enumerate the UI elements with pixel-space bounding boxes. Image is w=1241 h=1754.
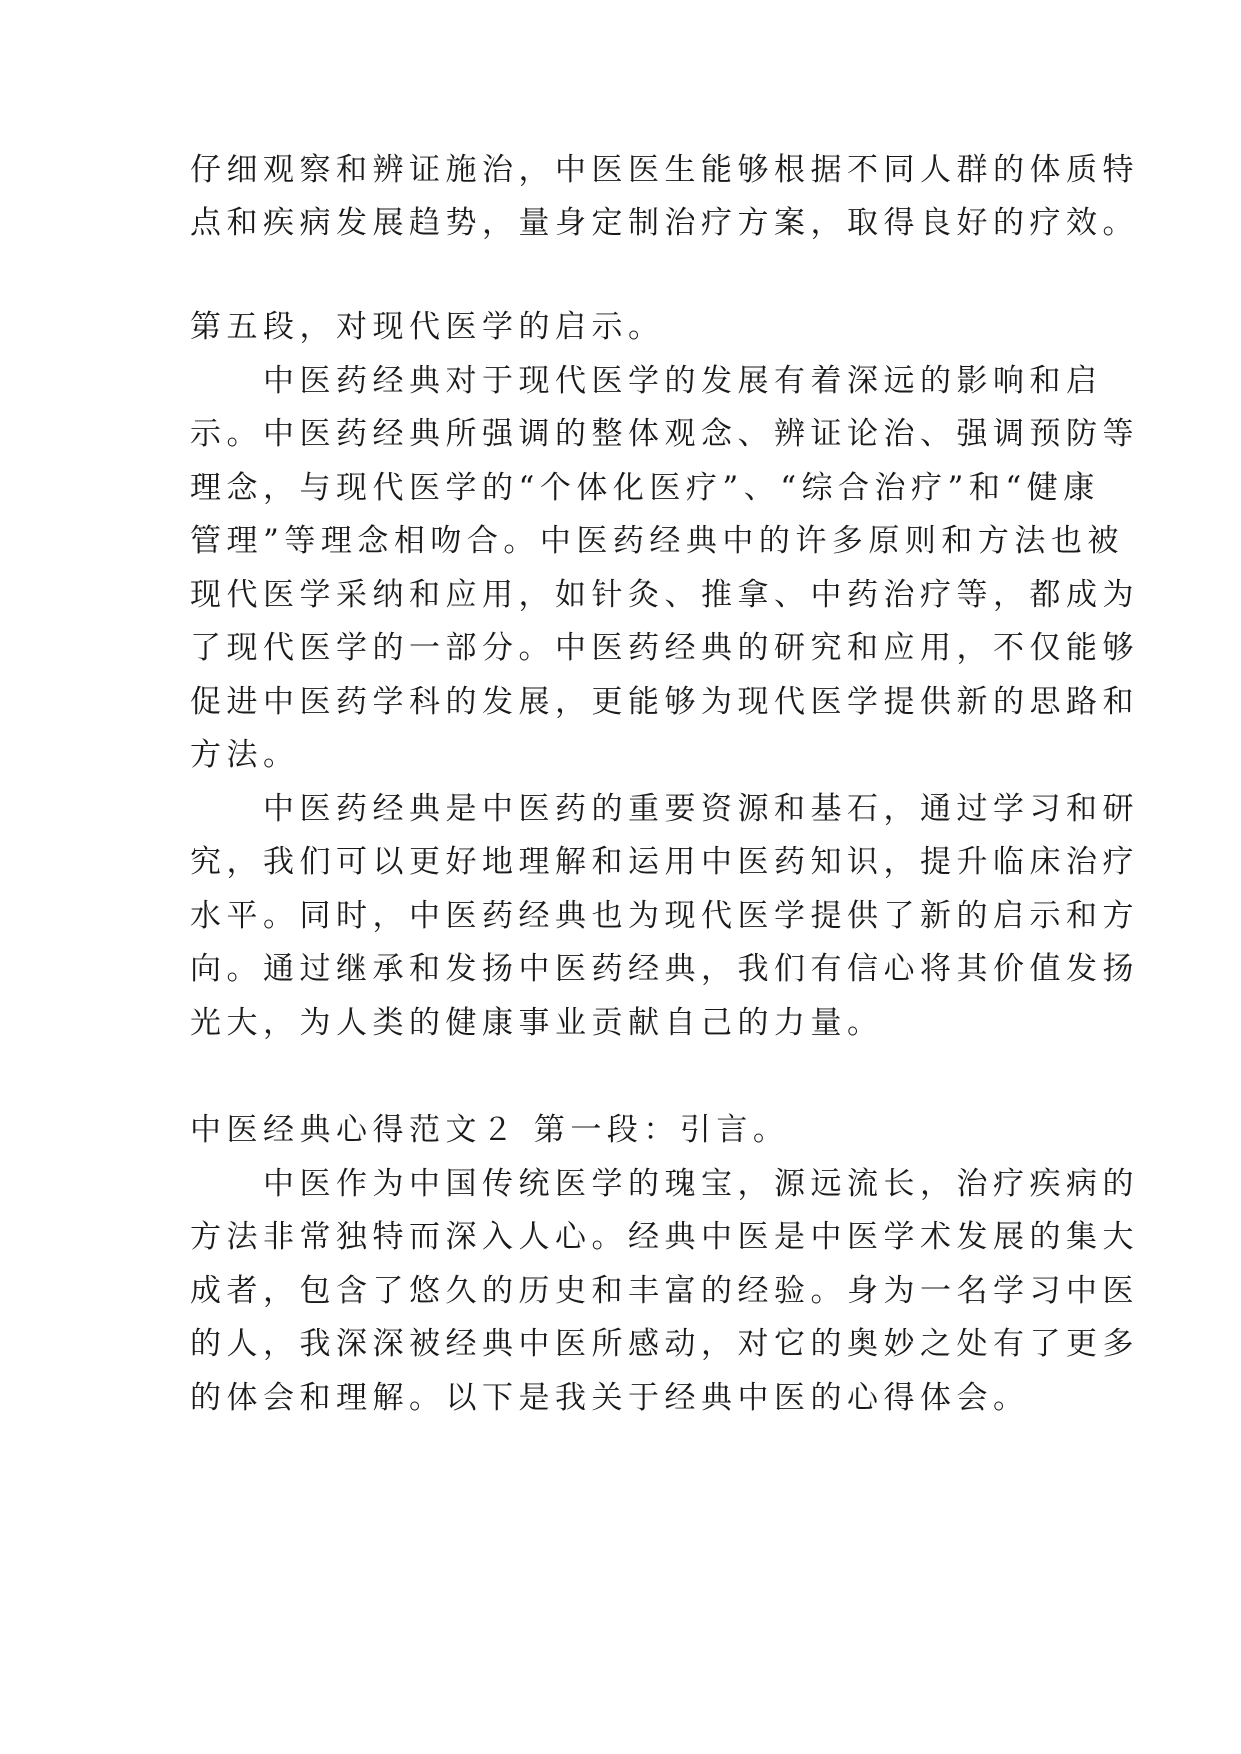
text-line: 管理”等理念相吻合。中医药经典中的许多原则和方法也被 xyxy=(190,523,1124,559)
text-line: 示。中医药经典所强调的整体观念、辨证论治、强调预防等 xyxy=(190,416,1139,452)
text-line: 促进中医药学科的发展，更能够为现代医学提供新的思路和 xyxy=(190,684,1139,720)
text-line: 理念，与现代医学的“个体化医疗”、“综合治疗”和“健康 xyxy=(190,470,1100,506)
text-line: 方法非常独特而深入人心。经典中医是中医学术发展的集大 xyxy=(190,1219,1139,1255)
text-line: 了现代医学的一部分。中医药经典的研究和应用，不仅能够 xyxy=(190,630,1139,666)
text-line: 的体会和理解。以下是我关于经典中医的心得体会。 xyxy=(190,1380,1030,1416)
text-line: 光大，为人类的健康事业贡献自己的力量。 xyxy=(190,1005,884,1041)
text-line: 点和疾病发展趋势，量身定制治疗方案，取得良好的疗效。 xyxy=(190,205,1139,241)
text-line: 中医药经典是中医药的重要资源和基石，通过学习和研 xyxy=(190,791,1139,827)
text-line: 中医作为中国传统医学的瑰宝，源远流长，治疗疾病的 xyxy=(190,1166,1139,1202)
text-line: 水平。同时，中医药经典也为现代医学提供了新的启示和方 xyxy=(190,898,1139,934)
text-line: 方法。 xyxy=(190,737,300,773)
section-heading: 中医经典心得范文２ 第一段：引言。 xyxy=(190,1112,790,1148)
section-heading: 第五段，对现代医学的启示。 xyxy=(190,309,665,345)
text-line: 成者，包含了悠久的历史和丰富的经验。身为一名学习中医 xyxy=(190,1273,1139,1309)
text-line: 向。通过继承和发扬中医药经典，我们有信心将其价值发扬 xyxy=(190,951,1139,987)
text-line: 的人，我深深被经典中医所感动，对它的奥妙之处有了更多 xyxy=(190,1326,1139,1362)
text-line: 中医药经典对于现代医学的发展有着深远的影响和启 xyxy=(190,363,1103,399)
text-line: 究，我们可以更好地理解和运用中医药知识，提升临床治疗 xyxy=(190,844,1139,880)
text-line: 现代医学采纳和应用，如针灸、推拿、中药治疗等，都成为 xyxy=(190,577,1139,613)
text-line: 仔细观察和辨证施治，中医医生能够根据不同人群的体质特 xyxy=(190,152,1139,188)
